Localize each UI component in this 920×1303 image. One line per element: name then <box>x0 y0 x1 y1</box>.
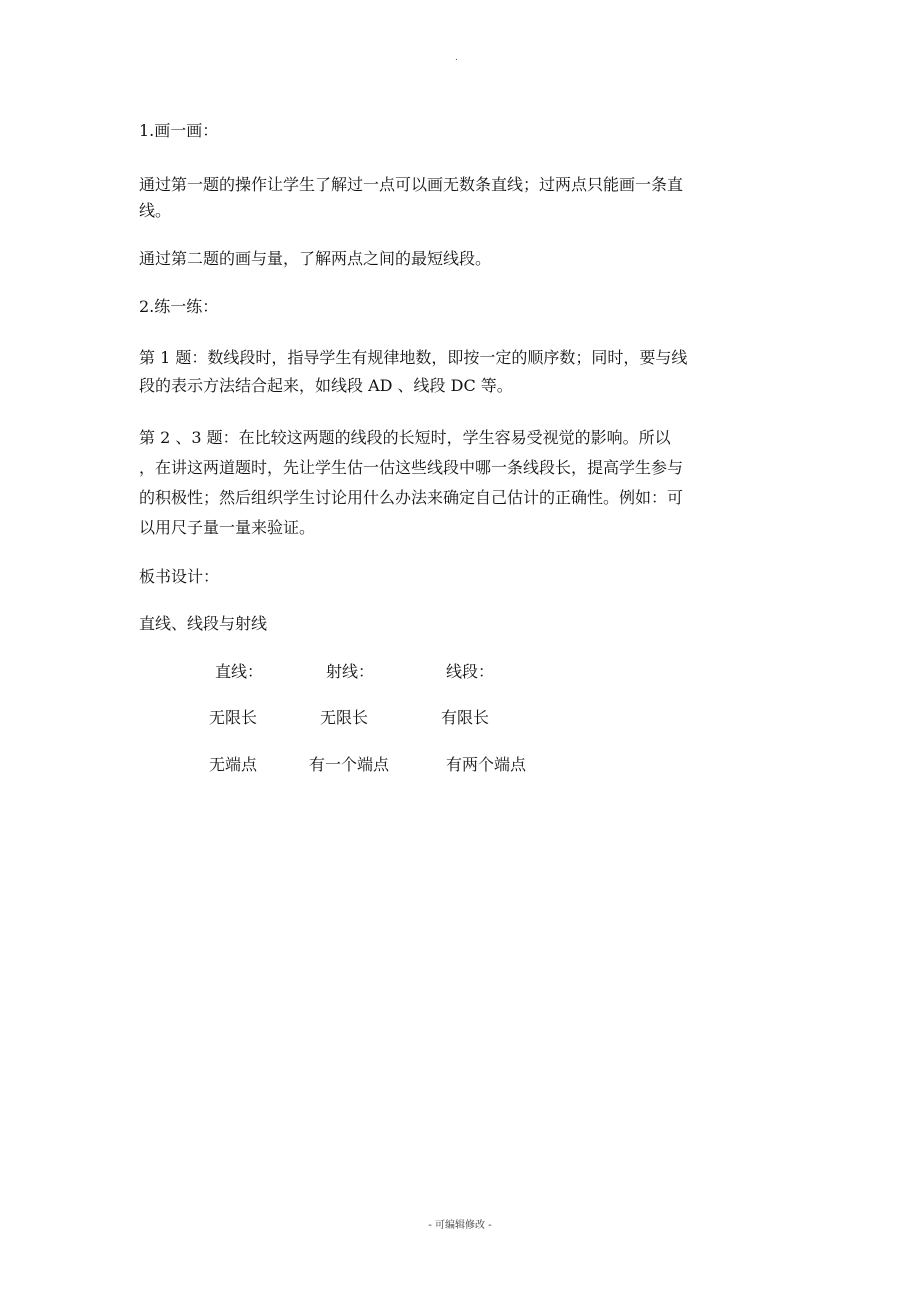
board-header-ray: 射线： <box>326 662 375 681</box>
board-ray-length: 无限长 <box>320 708 369 727</box>
section-1-title: 1.画一画： <box>139 121 219 140</box>
section-2-paragraph-1-line-1: 第 1 题：数线段时，指导学生有规律地数，即按一定的顺序数；同时，要与线 <box>139 348 688 367</box>
section-2-title: 2.练一练： <box>139 297 219 316</box>
board-segment-endpoints: 有两个端点 <box>446 755 527 774</box>
board-line-length: 无限长 <box>209 708 258 727</box>
section-1-paragraph-2: 通过第二题的画与量，了解两点之间的最短线段。 <box>139 249 492 268</box>
section-2-paragraph-2-line-3: 的积极性；然后组织学生讨论用什么办法来确定自己估计的正确性。例如：可 <box>139 488 684 507</box>
section-2-paragraph-2-line-1: 第 2 、3 题：在比较这两题的线段的长短时，学生容易受视觉的影响。所以 <box>139 428 671 447</box>
section-2-paragraph-2-line-2: ，在讲这两道题时，先让学生估一估这些线段中哪一条线段长，提高学生参与 <box>139 458 684 477</box>
section-2-paragraph-1-line-2: 段的表示方法结合起来，如线段 AD 、线段 DC 等。 <box>139 376 513 395</box>
board-line-endpoints: 无端点 <box>209 755 258 774</box>
header-mark: . <box>455 52 458 63</box>
section-1-paragraph-1-line-1: 通过第一题的操作让学生了解过一点可以画无数条直线；过两点只能画一条直 <box>139 175 684 194</box>
board-header-segment: 线段： <box>446 662 495 681</box>
section-1-paragraph-1-line-2: 线。 <box>139 201 172 220</box>
board-segment-length: 有限长 <box>441 708 490 727</box>
board-design-title: 板书设计： <box>139 567 220 586</box>
section-2-paragraph-2-line-4: 以用尺子量一量来验证。 <box>139 518 316 537</box>
page-footer: - 可编辑修改 - <box>428 1220 492 1231</box>
board-subtitle: 直线、线段与射线 <box>139 614 268 633</box>
board-header-line: 直线： <box>215 662 264 681</box>
board-ray-endpoints: 有一个端点 <box>309 755 390 774</box>
